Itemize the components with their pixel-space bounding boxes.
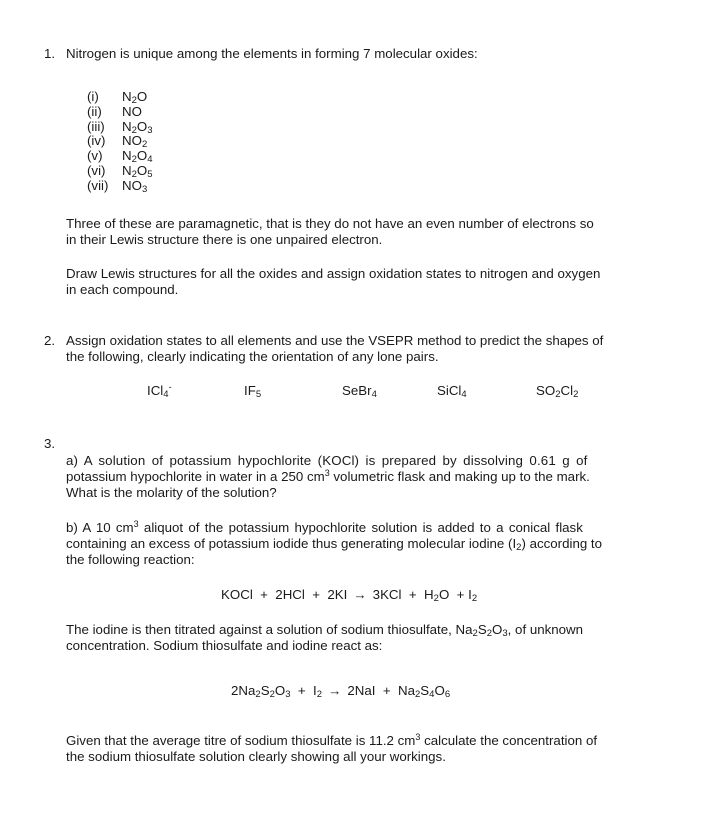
q2-line-1: Assign oxidation states to all elements and use the VSEPR method to predict the shapes of	[66, 333, 604, 348]
q1-formula-list	[122, 90, 153, 194]
reaction-equation-2: $2Na_2S_2O_3 + I_2 \to 2NaI + Na_2S_4O_6$	[231, 683, 451, 700]
reaction-equation-1: KOCl + $2HCl + 2KI \to 3KCl + H_2O + I_2$	[221, 587, 478, 604]
roman-numeral: (ii)	[87, 103, 102, 119]
formula-n2o: $N_2O$	[122, 89, 148, 106]
q3d-line-1: Given that the average titre of sodium thiosulfate is 11.2 $cm^3$ calculate the concentration of	[66, 732, 598, 748]
species-if5: $IF_5$	[244, 383, 262, 400]
formula-no2: $NO_2$	[122, 133, 148, 151]
q3a-line-3: What is the molarity of the solution?	[66, 485, 277, 500]
species-sicl4: SiCl$_4$	[437, 383, 467, 400]
formula-n2o3: $N_2O_3$	[122, 118, 153, 136]
q3-number: 3.	[44, 436, 56, 451]
q3a-line-2: potassium hypochlorite in water in a 250 $cm^3$ volumetric flask and making up to the mark.	[66, 468, 590, 484]
roman-numeral: (vii)	[87, 177, 109, 193]
roman-numeral: (iv)	[87, 133, 106, 149]
q1-intro: Nitrogen is unique among the elements in forming 7 molecular oxides:	[66, 46, 478, 61]
reaction-arrow-icon: →	[353, 587, 367, 602]
q3c-line-1: The iodine is then titrated against a solution of sodium thiosulfate, $Na_2S_2O_3$, of unknown	[66, 622, 584, 639]
q3b-line-3: the following reaction:	[66, 552, 195, 567]
roman-numeral: (i)	[87, 89, 99, 104]
q1-roman-list	[87, 90, 108, 194]
q2-line-2: the following, clearly indicating the orientation of any lone pairs.	[66, 349, 439, 364]
q2-number: 2.	[44, 333, 56, 348]
roman-numeral: (v)	[87, 148, 103, 164]
q3a-line-1: a) A solution of potassium hypochlorite (KOCl) is prepared by dissolving 0.61 g of	[66, 453, 588, 468]
q3b-line-1: b) A 10 $cm^3$ aliquot of the potassium hypochlorite solution is added to a conical flask	[66, 519, 583, 535]
species-icl4-minus: ICl$_4$-	[147, 382, 172, 400]
species-so2cl2: $SO_2Cl_2$	[536, 383, 579, 400]
reaction-arrow-icon: →	[328, 683, 342, 698]
q1-paragraph-1-line-1: Three of these are paramagnetic, that is they do not have an even number of electrons so	[66, 216, 594, 231]
q1-paragraph-2-line-1: Draw Lewis structures for all the oxides and assign oxidation states to nitrogen and oxygen	[66, 266, 601, 281]
q3c-line-2: concentration. Sodium thiosulfate and iodine react as:	[66, 638, 383, 653]
formula-n2o5: $N_2O_5$	[122, 162, 153, 180]
roman-numeral: (iii)	[87, 118, 105, 134]
q1-paragraph-2-line-2: in each compound.	[66, 282, 179, 297]
q3d-line-2: the sodium thiosulfate solution clearly showing all your workings.	[66, 749, 446, 764]
formula-no3: $NO_3$	[122, 177, 148, 195]
q3b-line-2: containing an excess of potassium iodide thus generating molecular iodine $(I_2)$ according to	[66, 536, 603, 553]
q1-paragraph-1-line-2: in their Lewis structure there is one unpaired electron.	[66, 232, 383, 247]
formula-n2o4: $N_2O_4$	[122, 148, 153, 166]
species-sebr4: SeBr$_4$	[342, 383, 377, 400]
formula-no: NO	[122, 103, 142, 119]
q1-number: 1.	[44, 46, 56, 61]
roman-numeral: (vi)	[87, 162, 106, 178]
